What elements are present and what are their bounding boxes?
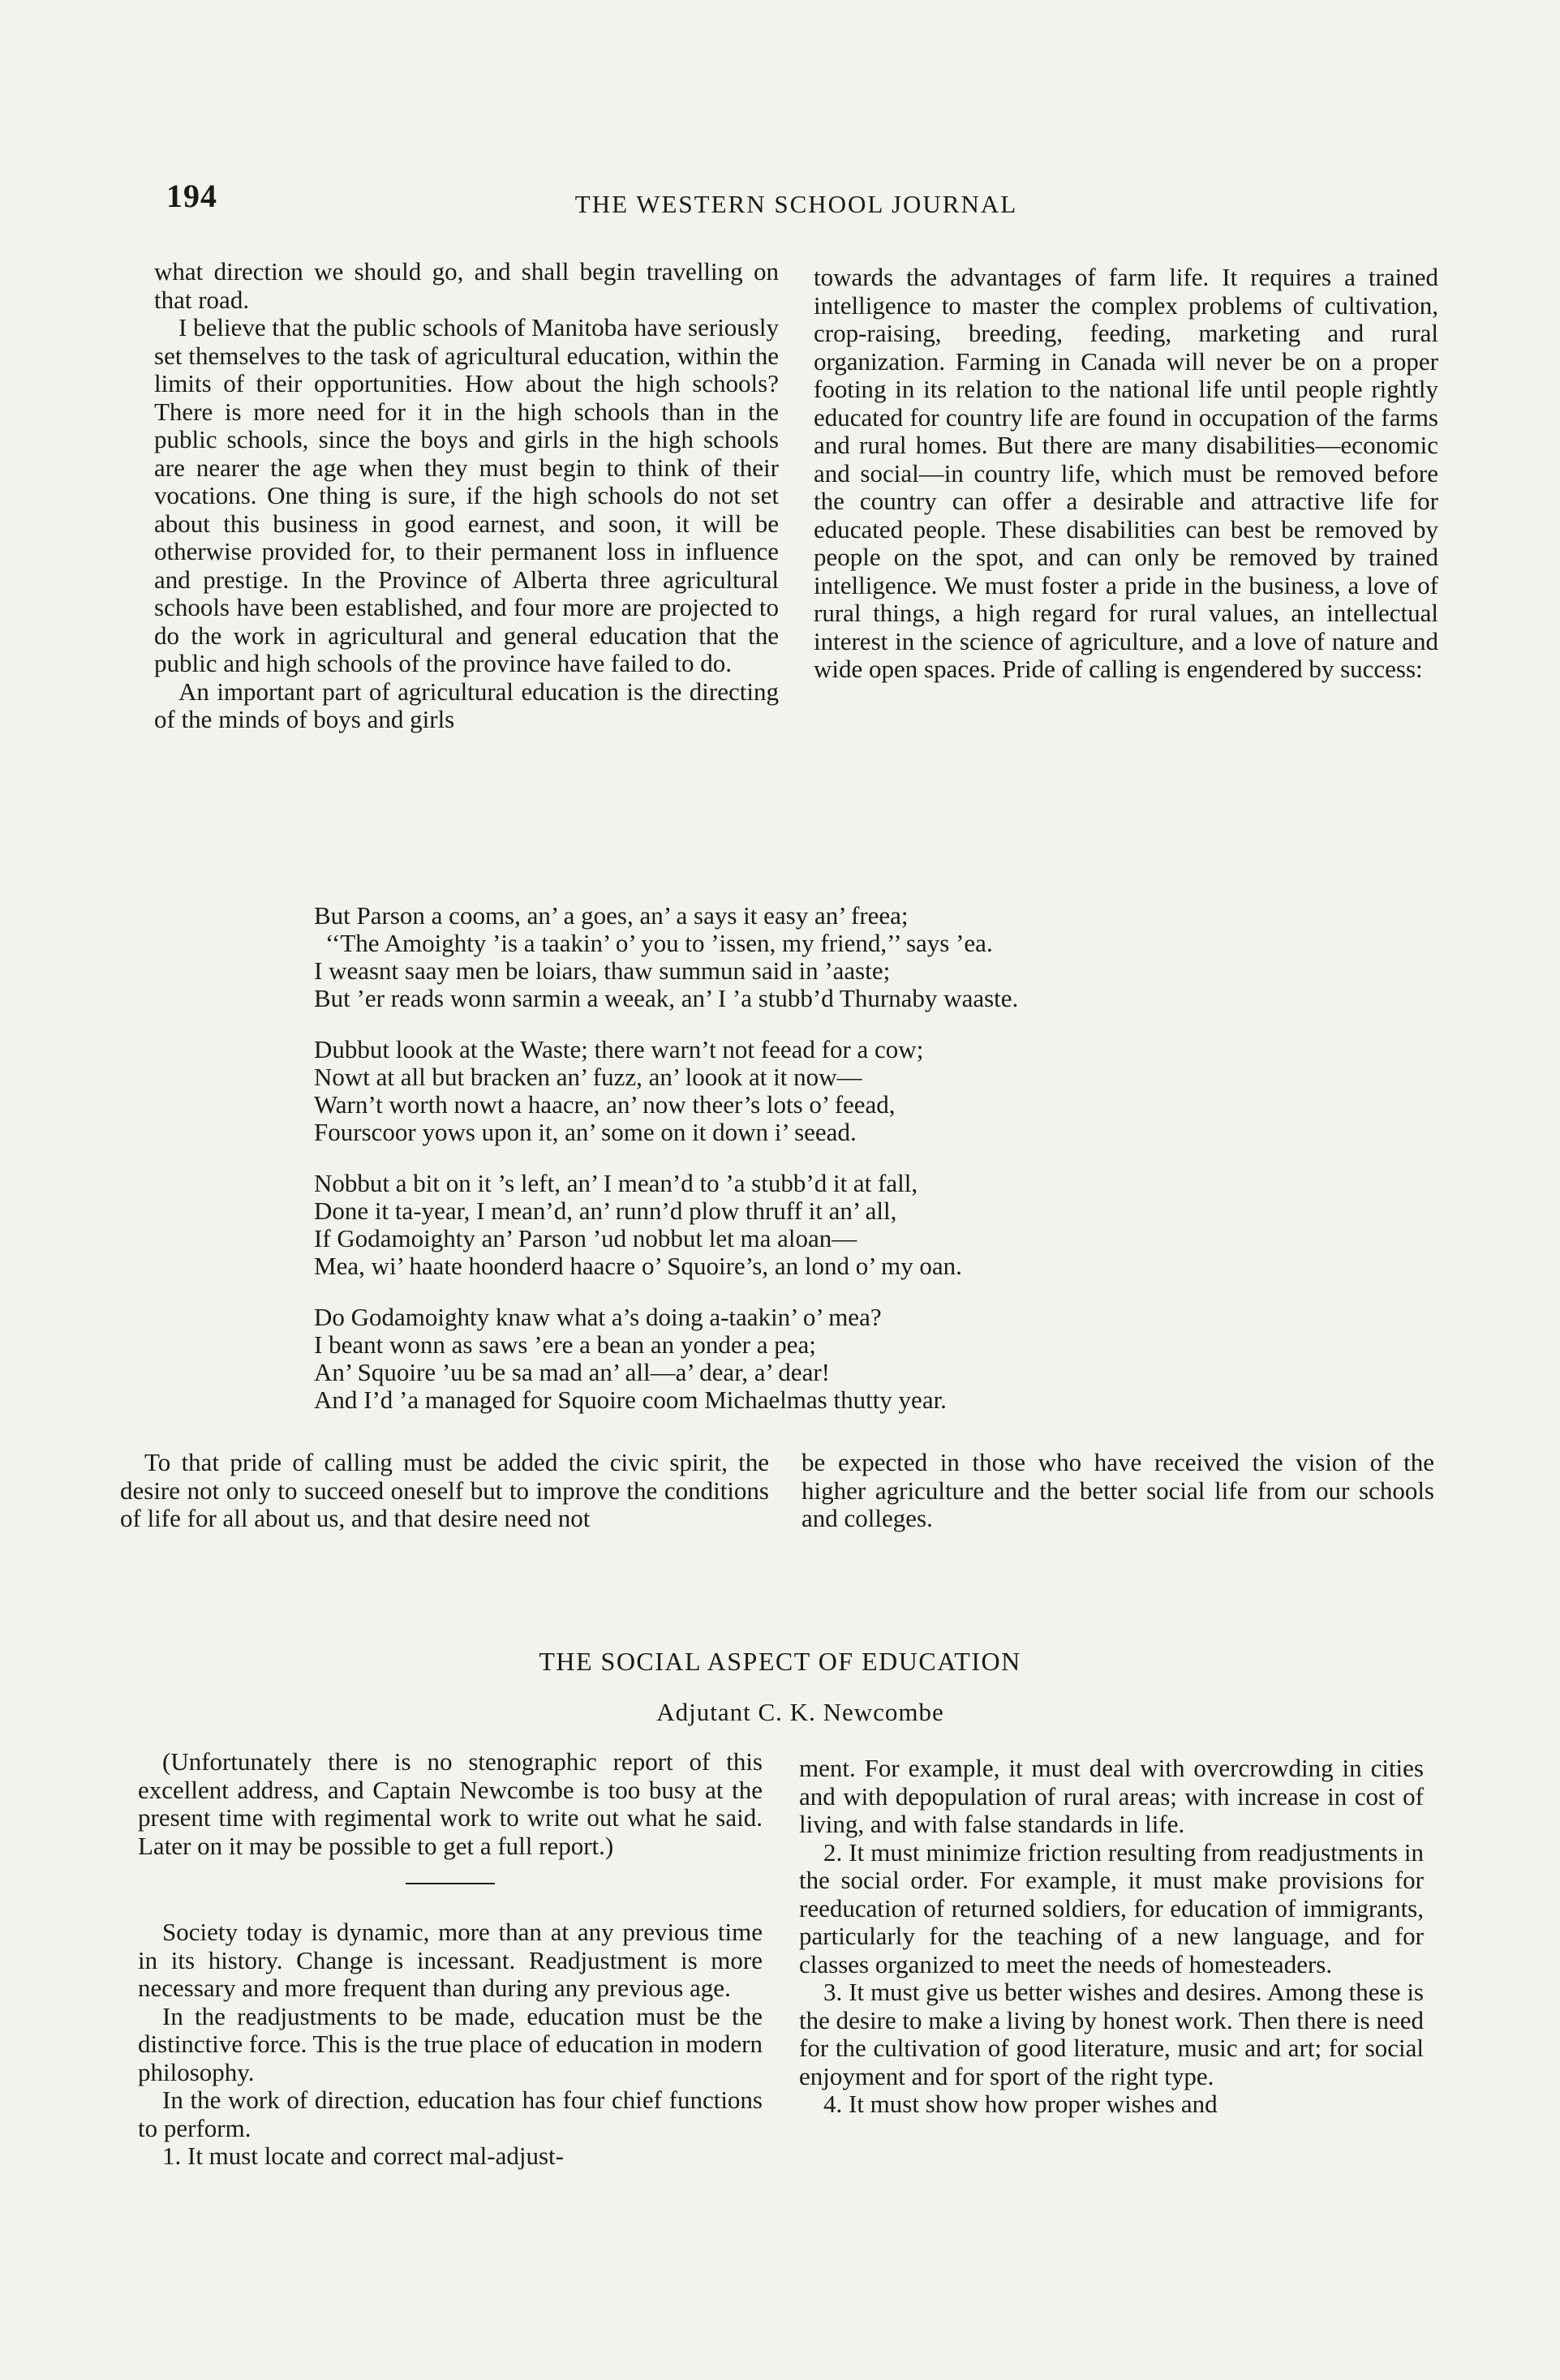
poem-line: But ’er reads wonn sarmin a weeak, an’ I ’a stubb’d Thurnaby waaste. (314, 984, 1019, 1012)
paragraph: 1. It must locate and correct mal-adjust- (162, 2142, 564, 2170)
paragraph: In the readjustments to be made, education must be the distinctive force. This is the true place of education in modern philosophy. (138, 2001, 763, 2086)
poem-line: If Godamoighty an’ Parson ’ud nobbut let ma aloan— (314, 1224, 857, 1252)
paragraph: ment. For example, it must deal with overcrowding in cities and with depopulation of rural areas; with increase in cost of living, and with false standards in life. (799, 1754, 1424, 1838)
poem-stanza (314, 902, 1360, 1012)
editor-note: (Unfortunately there is no stenographic report of this excellent address, and Captain Newcombe is too busy at the present time with regimental work to write out what he said. Later on it may be possible to get a full report.) (138, 1747, 763, 1860)
article-right-column (799, 1755, 1424, 2119)
poem-line: Done it ta-year, I mean’d, an’ runn’d plow thruff it an’ all, (314, 1196, 897, 1225)
poem-line: Fourscoor yows upon it, an’ some on it down i’ seead. (314, 1118, 857, 1146)
top-right-column (814, 264, 1438, 684)
poem-line: Mea, wi’ haate hoonderd haacre o’ Squoire’s, an lond o’ my oan. (314, 1252, 962, 1280)
article-title: THE SOCIAL ASPECT OF EDUCATION (539, 1647, 1021, 1676)
poem-stanza (314, 1304, 1360, 1414)
after-poem-right-column (801, 1449, 1434, 1533)
article-byline: Adjutant C. K. Newcombe (656, 1698, 944, 1726)
poem-line: But Parson a cooms, an’ a goes, an’ a says it easy an’ freea; (314, 901, 909, 930)
paragraph: 3. It must give us better wishes and desires. Among these is the desire to make a living by honest work. Then there is need for the cultivation of good literature, music and art; for social enjoyment and for sport of the right type. (799, 1978, 1424, 2090)
paragraph: 2. It must minimize friction resulting from readjustments in the social order. For example, it must make provisions for reeducation of returned soldiers, for education of immigrants, particularly for the teaching of a new language, and for classes organized to meet the needs of homesteaders. (799, 1837, 1424, 1978)
poem-line: Dubbut loook at the Waste; there warn’t not feead for a cow; (314, 1035, 924, 1063)
paragraph: be expected in those who have received the vision of the higher agriculture and the better social life from our schools and colleges. (801, 1448, 1434, 1532)
paragraph: what direction we should go, and shall begin travelling on that road. (154, 257, 779, 314)
poem-line: ‘‘The Amoighty ’is a taakin’ o’ you to ’issen, my friend,’’ says ’ea. (325, 929, 993, 957)
paragraph: To that pride of calling must be added the civic spirit, the desire not only to succeed oneself but to improve the conditions of life for all about us, and that desire need not (120, 1448, 769, 1532)
running-title: THE WESTERN SCHOOL JOURNAL (574, 190, 1018, 218)
poem-line: Do Godamoighty knaw what a’s doing a-taakin’ o’ mea? (314, 1303, 882, 1331)
poem-stanza (314, 1036, 1360, 1146)
paragraph: I believe that the public schools of Manitoba have seriously set themselves to the task of agricultural education, within the limits of their opportunities. How about the high schools? There is more need for it in the high schools than in the public schools, since the boys and girls in the high schools are nearer the age when they must begin to think of their vocations. One thing is sure, if the high schools do not set about this business in good earnest, and soon, it will be otherwise provided for, to their permanent loss in influence and prestige. In the Province of Alberta three agricultural schools have been established, and four more are projected to do the work in agricultural and general education that the public and high schools of the province have failed to do. (154, 313, 779, 677)
article-left-column (138, 1748, 763, 2171)
quoted-poem (314, 902, 1360, 1437)
paragraph: towards the advantages of farm life. It requires a trained intelligence to master the complex problems of cultivation, crop-raising, breeding, feeding, marketing and rural organization. Farming in Canada will never be on a proper footing in its relation to the national life until people rightly educated for country life are found in occupation of the farms and rural homes. But there are many disabilities—economic and social—in country life, which must be removed before the country can offer a desirable and attractive life for educated people. These disabilities can best be removed by people on the spot, and can only be removed by trained intelligence. We must foster a pride in the business, a love of rural things, a high regard for rural values, an intellectual interest in the science of agriculture, and a love of nature and wide open spaces. Pride of calling is engendered by success: (814, 263, 1438, 683)
poem-line: I beant wonn as saws ’ere a bean an yonder a pea; (314, 1330, 816, 1359)
page-number: 194 (166, 178, 217, 214)
paragraph: An important part of agricultural education is the directing of the minds of boys and girls (154, 677, 779, 733)
paragraph: 4. It must show how proper wishes and (823, 2090, 1218, 2118)
poem-stanza (314, 1170, 1360, 1280)
paragraph: In the work of direction, education has four chief functions to perform. (138, 2086, 763, 2142)
paragraph: Society today is dynamic, more than at any previous time in its history. Change is incessant. Readjustment is more necessary and more frequent than during any previous age. (138, 1918, 763, 2002)
section-divider (406, 1883, 495, 1884)
after-poem-left-column (120, 1449, 769, 1533)
poem-line: Nowt at all but bracken an’ fuzz, an’ loook at it now— (314, 1063, 862, 1091)
poem-line: Warn’t worth nowt a haacre, an’ now theer’s lots o’ feead, (314, 1090, 896, 1119)
poem-line: An’ Squoire ’uu be sa mad an’ all—a’ dear, a’ dear! (314, 1358, 830, 1386)
poem-line: I weasnt saay men be loiars, thaw summun said in ’aaste; (314, 956, 891, 985)
top-left-column (154, 258, 779, 734)
poem-line: Nobbut a bit on it ’s left, an’ I mean’d to ’a stubb’d it at fall, (314, 1169, 918, 1197)
poem-line: And I’d ’a managed for Squoire coom Michaelmas thutty year. (314, 1385, 947, 1414)
